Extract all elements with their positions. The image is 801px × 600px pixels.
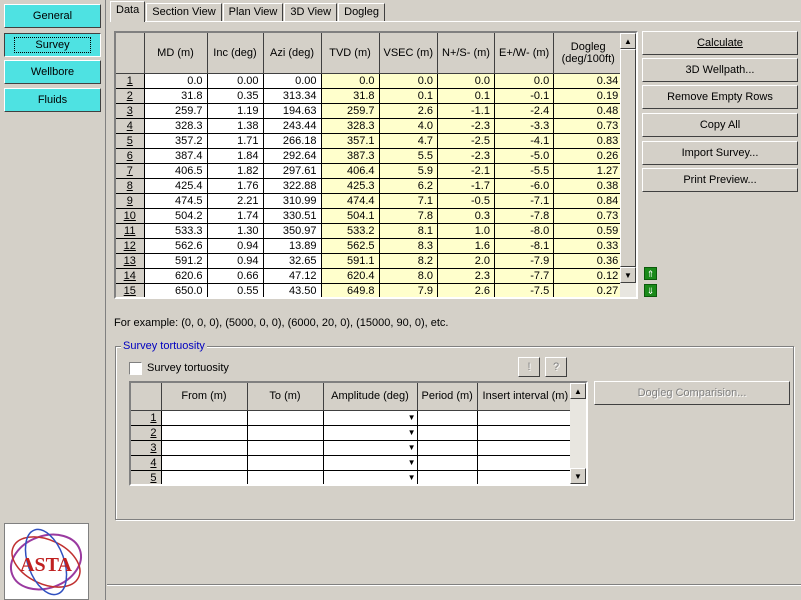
table-cell[interactable]: 0.19 [554, 88, 623, 103]
table-cell[interactable]: 2.6 [438, 283, 495, 298]
table-cell[interactable]: 387.4 [144, 148, 207, 163]
table-cell[interactable]: 243.44 [263, 118, 321, 133]
table-cell[interactable]: 0.38 [554, 178, 623, 193]
table-cell[interactable] [477, 440, 573, 455]
table-cell[interactable]: 0.0 [379, 73, 438, 88]
table-cell[interactable]: 0.1 [438, 88, 495, 103]
row-number[interactable]: 3 [131, 440, 161, 455]
tab-data[interactable]: Data [110, 1, 145, 22]
amplitude-dropdown[interactable] [323, 425, 417, 440]
table-cell[interactable]: 425.4 [144, 178, 207, 193]
table-cell[interactable]: -8.1 [494, 238, 553, 253]
table-cell[interactable]: 1.38 [207, 118, 263, 133]
table-cell[interactable]: -1.1 [438, 103, 495, 118]
amplitude-dropdown[interactable] [323, 455, 417, 470]
table-cell[interactable] [417, 440, 477, 455]
table-cell[interactable]: 1.71 [207, 133, 263, 148]
table-cell[interactable]: 562.5 [321, 238, 379, 253]
table-cell[interactable]: -6.0 [494, 178, 553, 193]
table-cell[interactable]: 328.3 [321, 118, 379, 133]
row-number[interactable]: 14 [116, 268, 144, 283]
table-cell[interactable] [161, 410, 247, 425]
table-cell[interactable]: 533.3 [144, 223, 207, 238]
table-row[interactable] [131, 410, 573, 425]
table-cell[interactable]: 0.73 [554, 208, 623, 223]
table-row[interactable] [116, 283, 623, 298]
table-cell[interactable]: 31.8 [321, 88, 379, 103]
copy-all-button[interactable]: Copy All [642, 113, 798, 137]
tab-plan-view[interactable]: Plan View [223, 3, 284, 22]
help-exclaim-button[interactable]: ! [518, 357, 540, 377]
table-row[interactable] [116, 208, 623, 223]
table-cell[interactable]: -7.7 [494, 268, 553, 283]
row-number[interactable]: 13 [116, 253, 144, 268]
table-cell[interactable]: 313.34 [263, 88, 321, 103]
column-header[interactable]: Azi (deg) [263, 33, 321, 73]
table-cell[interactable]: 2.6 [379, 103, 438, 118]
table-cell[interactable]: 1.74 [207, 208, 263, 223]
table-cell[interactable]: 292.64 [263, 148, 321, 163]
table-cell[interactable]: -7.1 [494, 193, 553, 208]
sidebar-item-label: Survey [14, 37, 90, 53]
chevron-down-icon[interactable]: ▼ [407, 428, 416, 437]
tortuosity-scrollbar[interactable] [570, 383, 586, 484]
table-cell[interactable] [477, 455, 573, 470]
table-cell[interactable]: 0.35 [207, 88, 263, 103]
dogleg-comparison-button[interactable]: Dogleg Comparision... [594, 381, 790, 405]
row-number[interactable]: 15 [116, 283, 144, 298]
table-cell[interactable]: 1.82 [207, 163, 263, 178]
table-cell[interactable]: 533.2 [321, 223, 379, 238]
table-cell[interactable]: 620.4 [321, 268, 379, 283]
group-title: Survey tortuosity [123, 340, 205, 352]
row-number[interactable]: 7 [116, 163, 144, 178]
table-row[interactable] [116, 253, 623, 268]
table-row[interactable] [116, 223, 623, 238]
table-cell[interactable]: 0.12 [554, 268, 623, 283]
table-cell[interactable]: 8.3 [379, 238, 438, 253]
tortuosity-checkbox[interactable] [129, 362, 142, 375]
table-cell[interactable]: 0.1 [379, 88, 438, 103]
sidebar-item-general[interactable] [4, 4, 101, 28]
sidebar-item-survey[interactable] [4, 33, 101, 57]
table-cell[interactable]: 0.00 [207, 73, 263, 88]
table-cell[interactable]: -2.3 [438, 118, 495, 133]
column-header[interactable]: Inc (deg) [207, 33, 263, 73]
tab-3d-view[interactable]: 3D View [284, 3, 337, 22]
row-number[interactable]: 3 [116, 103, 144, 118]
table-cell[interactable] [477, 410, 573, 425]
table-cell[interactable]: 0.33 [554, 238, 623, 253]
table-row[interactable] [116, 103, 623, 118]
table-cell[interactable]: 0.55 [207, 283, 263, 298]
column-header[interactable]: VSEC (m) [379, 33, 438, 73]
column-header[interactable]: TVD (m) [321, 33, 379, 73]
table-cell[interactable]: 194.63 [263, 103, 321, 118]
asta-logo [4, 523, 89, 600]
survey-scrollbar[interactable] [620, 33, 636, 297]
table-cell[interactable]: 650.0 [144, 283, 207, 298]
table-cell[interactable]: 0.59 [554, 223, 623, 238]
table-cell[interactable]: 43.50 [263, 283, 321, 298]
column-header[interactable]: N+/S- (m) [438, 33, 495, 73]
logo-text: ASTA [20, 554, 72, 576]
help-question-button[interactable]: ? [545, 357, 567, 377]
table-cell[interactable]: -2.4 [494, 103, 553, 118]
chevron-down-icon[interactable]: ▼ [407, 473, 416, 482]
scroll-up-icon[interactable]: ▲ [620, 33, 636, 49]
table-row[interactable] [116, 73, 623, 88]
table-cell[interactable]: 330.51 [263, 208, 321, 223]
table-cell[interactable]: 0.73 [554, 118, 623, 133]
table-cell[interactable]: 0.0 [144, 73, 207, 88]
table-cell[interactable]: 0.3 [438, 208, 495, 223]
table-cell[interactable] [161, 455, 247, 470]
corner-cell [131, 383, 161, 410]
table-cell[interactable]: 474.4 [321, 193, 379, 208]
table-cell[interactable]: 0.66 [207, 268, 263, 283]
table-cell[interactable]: 297.61 [263, 163, 321, 178]
table-cell[interactable]: -0.5 [438, 193, 495, 208]
table-cell[interactable]: 406.4 [321, 163, 379, 178]
table-cell[interactable]: 0.0 [438, 73, 495, 88]
table-row[interactable] [131, 425, 573, 440]
table-cell[interactable]: 2.0 [438, 253, 495, 268]
row-number[interactable]: 5 [116, 133, 144, 148]
table-cell[interactable] [161, 470, 247, 485]
calculate-label: Calculate [697, 37, 743, 49]
table-cell[interactable]: 5.5 [379, 148, 438, 163]
table-cell[interactable]: 5.9 [379, 163, 438, 178]
move-row-down-icon[interactable]: ⇓ [644, 284, 657, 297]
table-cell[interactable]: -5.5 [494, 163, 553, 178]
table-cell[interactable]: -7.5 [494, 283, 553, 298]
row-number[interactable]: 4 [131, 455, 161, 470]
table-cell[interactable]: 1.19 [207, 103, 263, 118]
table-cell[interactable]: 2.3 [438, 268, 495, 283]
table-cell[interactable]: -5.0 [494, 148, 553, 163]
table-cell[interactable] [417, 470, 477, 485]
scroll-track[interactable] [570, 399, 586, 468]
sidebar-item-wellbore[interactable] [4, 60, 101, 84]
table-cell[interactable]: 322.88 [263, 178, 321, 193]
table-cell[interactable] [161, 425, 247, 440]
table-cell[interactable] [477, 425, 573, 440]
table-cell[interactable]: 0.34 [554, 73, 623, 88]
table-row[interactable] [116, 163, 623, 178]
divider [107, 584, 801, 586]
table-cell[interactable] [477, 470, 573, 485]
calculate-button[interactable] [642, 31, 798, 55]
row-number[interactable]: 2 [131, 425, 161, 440]
table-cell[interactable]: 4.7 [379, 133, 438, 148]
table-cell[interactable]: 0.26 [554, 148, 623, 163]
table-cell[interactable] [417, 425, 477, 440]
table-row[interactable] [116, 118, 623, 133]
row-number[interactable]: 6 [116, 148, 144, 163]
table-cell[interactable]: 0.36 [554, 253, 623, 268]
table-cell[interactable]: 47.12 [263, 268, 321, 283]
row-number[interactable]: 9 [116, 193, 144, 208]
column-header[interactable]: Insert interval (m) [477, 383, 573, 410]
amplitude-dropdown[interactable] [323, 470, 417, 485]
table-cell[interactable] [247, 425, 323, 440]
table-cell[interactable] [247, 440, 323, 455]
row-number[interactable]: 1 [116, 73, 144, 88]
table-cell[interactable]: -8.0 [494, 223, 553, 238]
table-row[interactable] [131, 440, 573, 455]
scroll-down-icon[interactable]: ▼ [570, 468, 586, 484]
table-cell[interactable]: -7.9 [494, 253, 553, 268]
table-cell[interactable]: 259.7 [321, 103, 379, 118]
row-number[interactable]: 4 [116, 118, 144, 133]
table-row[interactable] [116, 178, 623, 193]
chevron-down-icon[interactable]: ▼ [407, 458, 416, 467]
table-cell[interactable]: 310.99 [263, 193, 321, 208]
chevron-down-icon[interactable]: ▼ [407, 413, 416, 422]
table-cell[interactable]: 7.9 [379, 283, 438, 298]
table-cell[interactable]: 0.94 [207, 253, 263, 268]
table-cell[interactable]: 266.18 [263, 133, 321, 148]
table-cell[interactable]: -4.1 [494, 133, 553, 148]
table-cell[interactable]: 259.7 [144, 103, 207, 118]
table-cell[interactable]: 0.83 [554, 133, 623, 148]
row-number[interactable]: 1 [131, 410, 161, 425]
tortuosity-checkbox-label: Survey tortuosity [147, 362, 229, 374]
example-text: For example: (0, 0, 0), (5000, 0, 0), (6000, 20, 0), (15000, 90, 0), etc. [114, 317, 449, 329]
table-cell[interactable]: 649.8 [321, 283, 379, 298]
table-row[interactable] [116, 193, 623, 208]
tab-dogleg[interactable]: Dogleg [338, 3, 385, 22]
table-row[interactable] [116, 148, 623, 163]
table-cell[interactable]: 591.1 [321, 253, 379, 268]
table-cell[interactable]: 504.1 [321, 208, 379, 223]
table-cell[interactable]: 357.2 [144, 133, 207, 148]
table-cell[interactable]: 504.2 [144, 208, 207, 223]
table-cell[interactable]: 474.5 [144, 193, 207, 208]
move-row-up-icon[interactable]: ⇑ [644, 267, 657, 280]
table-cell[interactable]: -3.3 [494, 118, 553, 133]
table-cell[interactable]: 8.2 [379, 253, 438, 268]
column-header[interactable] [554, 33, 623, 73]
sidebar-item-label: General [32, 10, 73, 22]
3d-wellpath-button[interactable]: 3D Wellpath... [642, 58, 798, 82]
table-cell[interactable] [417, 455, 477, 470]
tab-section-view[interactable]: Section View [146, 3, 221, 22]
table-cell[interactable]: 4.0 [379, 118, 438, 133]
table-cell[interactable]: 1.6 [438, 238, 495, 253]
sidebar-item-label: Fluids [37, 94, 68, 106]
table-cell[interactable] [247, 470, 323, 485]
scroll-thumb[interactable] [620, 49, 636, 267]
sidebar [0, 0, 106, 600]
table-cell[interactable]: 32.65 [263, 253, 321, 268]
table-row[interactable] [116, 238, 623, 253]
column-header[interactable]: Period (m) [417, 383, 477, 410]
tortuosity-table[interactable] [129, 381, 588, 486]
row-number[interactable]: 2 [116, 88, 144, 103]
row-number[interactable]: 11 [116, 223, 144, 238]
table-cell[interactable] [247, 410, 323, 425]
table-cell[interactable]: 350.97 [263, 223, 321, 238]
table-cell[interactable]: -2.5 [438, 133, 495, 148]
row-number[interactable]: 10 [116, 208, 144, 223]
sidebar-item-fluids[interactable] [4, 88, 101, 112]
table-row[interactable] [116, 88, 623, 103]
table-cell[interactable]: -2.1 [438, 163, 495, 178]
row-number[interactable]: 12 [116, 238, 144, 253]
amplitude-dropdown[interactable] [323, 410, 417, 425]
table-cell[interactable]: 2.21 [207, 193, 263, 208]
table-cell[interactable] [247, 455, 323, 470]
table-cell[interactable]: 0.84 [554, 193, 623, 208]
survey-table[interactable] [114, 31, 638, 299]
table-cell[interactable]: -7.8 [494, 208, 553, 223]
table-cell[interactable]: -2.3 [438, 148, 495, 163]
scroll-down-icon[interactable]: ▼ [620, 267, 636, 283]
table-cell[interactable]: 1.84 [207, 148, 263, 163]
column-header[interactable]: Amplitude (deg) [323, 383, 417, 410]
table-cell[interactable]: 406.5 [144, 163, 207, 178]
table-cell[interactable] [417, 410, 477, 425]
table-cell[interactable]: 1.76 [207, 178, 263, 193]
remove-empty-rows-button[interactable]: Remove Empty Rows [642, 85, 798, 109]
table-cell[interactable]: -0.1 [494, 88, 553, 103]
table-cell[interactable]: 1.27 [554, 163, 623, 178]
tab-bar [110, 3, 386, 23]
table-cell[interactable]: 0.0 [321, 73, 379, 88]
table-cell[interactable]: 0.94 [207, 238, 263, 253]
table-cell[interactable]: 8.0 [379, 268, 438, 283]
table-cell[interactable]: 13.89 [263, 238, 321, 253]
print-preview-button[interactable]: Print Preview... [642, 168, 798, 192]
table-cell[interactable]: 357.1 [321, 133, 379, 148]
table-cell[interactable]: 425.3 [321, 178, 379, 193]
column-header[interactable]: E+/W- (m) [494, 33, 553, 73]
column-header[interactable]: From (m) [161, 383, 247, 410]
table-cell[interactable]: 7.1 [379, 193, 438, 208]
table-cell[interactable]: 328.3 [144, 118, 207, 133]
table-row[interactable] [131, 455, 573, 470]
table-cell[interactable]: 8.1 [379, 223, 438, 238]
scroll-up-icon[interactable]: ▲ [570, 383, 586, 399]
corner-cell [116, 33, 144, 73]
column-header[interactable]: To (m) [247, 383, 323, 410]
table-cell[interactable]: 387.3 [321, 148, 379, 163]
amplitude-dropdown[interactable] [323, 440, 417, 455]
table-cell[interactable]: 620.6 [144, 268, 207, 283]
table-cell[interactable]: 31.8 [144, 88, 207, 103]
table-cell[interactable]: 1.30 [207, 223, 263, 238]
table-cell[interactable]: 1.0 [438, 223, 495, 238]
table-cell[interactable]: 0.00 [263, 73, 321, 88]
table-cell[interactable]: 6.2 [379, 178, 438, 193]
table-cell[interactable]: -1.7 [438, 178, 495, 193]
table-cell[interactable]: 0.0 [494, 73, 553, 88]
table-row[interactable] [131, 470, 573, 485]
dogleg-header-label: Dogleg (deg/100ft) [561, 40, 615, 65]
row-number[interactable]: 5 [131, 470, 161, 485]
table-cell[interactable]: 0.48 [554, 103, 623, 118]
table-row[interactable] [116, 268, 623, 283]
table-cell[interactable]: 562.6 [144, 238, 207, 253]
sidebar-item-label: Wellbore [30, 66, 75, 78]
row-number[interactable]: 8 [116, 178, 144, 193]
table-cell[interactable] [161, 440, 247, 455]
column-header[interactable]: MD (m) [144, 33, 207, 73]
import-survey-button[interactable]: Import Survey... [642, 141, 798, 165]
table-cell[interactable]: 591.2 [144, 253, 207, 268]
table-cell[interactable]: 7.8 [379, 208, 438, 223]
table-cell[interactable]: 0.27 [554, 283, 623, 298]
chevron-down-icon[interactable]: ▼ [407, 443, 416, 452]
table-row[interactable] [116, 133, 623, 148]
